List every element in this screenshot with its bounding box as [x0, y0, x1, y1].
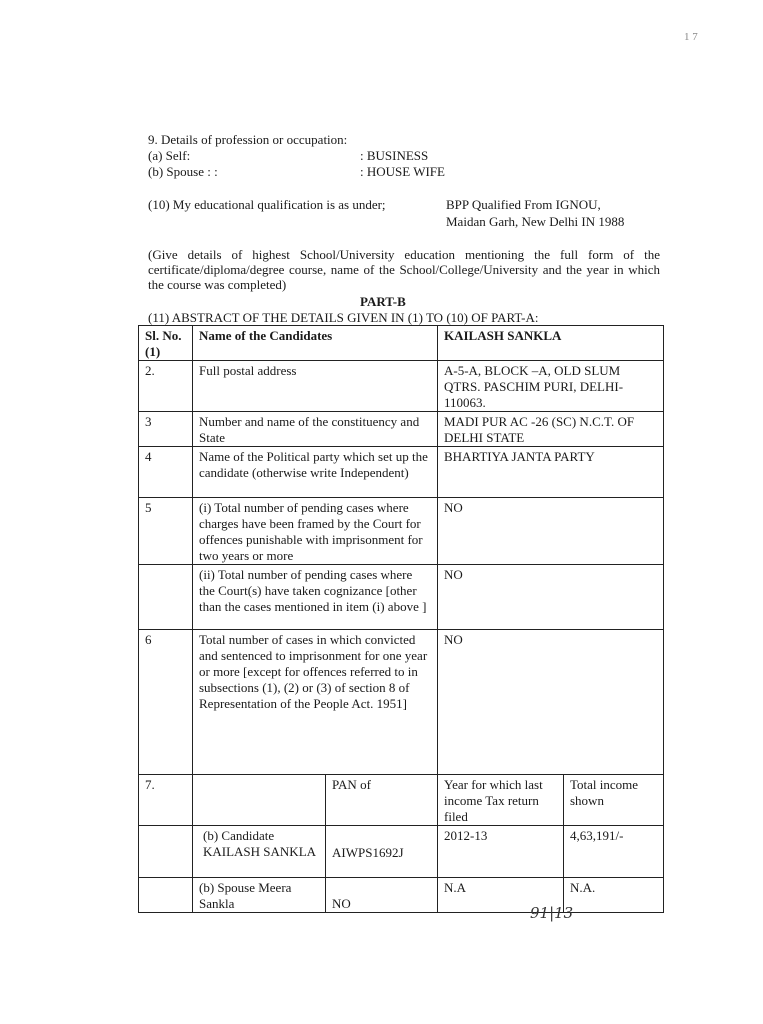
- income-row: [139, 826, 664, 878]
- row-desc: Number and name of the constituency and State: [193, 412, 438, 447]
- income-header-row: [139, 775, 664, 826]
- row-sl: [139, 565, 193, 630]
- table-row: [139, 447, 664, 498]
- row-sl: 3: [139, 412, 193, 447]
- candidate-name-value: KAILASH SANKLA: [438, 326, 664, 361]
- income-year: N.A: [438, 878, 564, 913]
- income-total: 4,63,191/-: [564, 826, 664, 878]
- income-year: 2012-13: [438, 826, 564, 878]
- row-sl: 7.: [139, 775, 193, 826]
- income-blank-sl: [139, 878, 193, 913]
- table-row: [139, 565, 664, 630]
- income-who: (b) Candidate KAILASH SANKLA: [193, 826, 326, 878]
- row-value: BHARTIYA JANTA PARTY: [438, 447, 664, 498]
- abstract-table: [138, 325, 664, 913]
- income-blank-sl: [139, 826, 193, 878]
- item9-spouse-label: (b) Spouse : :: [148, 164, 218, 179]
- row-desc: Name of the Political party which set up the candidate (otherwise write Independent): [193, 447, 438, 498]
- row-desc: (i) Total number of pending cases where charges have been framed by the Court for offences punishable with imprisonment for two years or more: [193, 498, 438, 565]
- table-row: [139, 498, 664, 565]
- item10-label: (10) My educational qualification is as under;: [148, 197, 386, 212]
- row-desc: Total number of cases in which convicted and sentenced to imprisonment for one year or more [except for offences referred to in subsections (1), (2) or (3) of section 8 of Representation of the People Act. 1951]: [193, 630, 438, 775]
- income-pan: NO: [326, 878, 438, 913]
- table-row: [139, 630, 664, 775]
- item9-heading: 9. Details of profession or occupation:: [148, 132, 348, 147]
- income-header: Total income shown: [564, 775, 664, 826]
- row-value: A-5-A, BLOCK –A, OLD SLUM QTRS. PASCHIM PURI, DELHI-110063.: [438, 361, 664, 412]
- table-row: [139, 412, 664, 447]
- row-value: NO: [438, 565, 664, 630]
- pan-header: PAN of: [326, 775, 438, 826]
- part-b-subtitle: (11) ABSTRACT OF THE DETAILS GIVEN IN (1) TO (10) OF PART-A:: [148, 310, 539, 325]
- corner-page-mark: 1 7: [684, 31, 698, 43]
- income-who: (b) Spouse Meera Sankla: [193, 878, 326, 913]
- year-header: Year for which last income Tax return filed: [438, 775, 564, 826]
- row-desc: Full postal address: [193, 361, 438, 412]
- income-pan: AIWPS1692J: [326, 826, 438, 878]
- income-total: N.A.: [564, 878, 664, 913]
- income-blank-cell: [193, 775, 326, 826]
- table-header-row: [139, 326, 664, 361]
- item9-self-value: : BUSINESS: [360, 148, 429, 163]
- candidate-name-header: Name of the Candidates: [193, 326, 438, 361]
- table-row: [139, 361, 664, 412]
- part-b-title: PART-B: [360, 294, 406, 309]
- row-sl: 2.: [139, 361, 193, 412]
- row-sl: 4: [139, 447, 193, 498]
- row-sl: 6: [139, 630, 193, 775]
- item9-spouse-value: : HOUSE WIFE: [360, 164, 445, 179]
- sl-no-header: Sl. No.(1): [139, 326, 193, 361]
- row-sl: 5: [139, 498, 193, 565]
- row-value: MADI PUR AC -26 (SC) N.C.T. OF DELHI STATE: [438, 412, 664, 447]
- row-value: NO: [438, 630, 664, 775]
- income-row: [139, 878, 664, 913]
- item10-value-line2: Maidan Garh, New Delhi IN 1988: [446, 214, 625, 229]
- row-desc: (ii) Total number of pending cases where the Court(s) have taken cognizance [other than the cases mentioned in item (i) above ]: [193, 565, 438, 630]
- item10-value-line1: BPP Qualified From IGNOU,: [446, 197, 601, 212]
- education-note: (Give details of highest School/University education mentioning the full form of the certificate/diploma/degree course, name of the School/College/University and the year in which the course was completed): [148, 247, 660, 292]
- handwritten-page-number: 91|13: [530, 904, 574, 922]
- item9-self-label: (a) Self:: [148, 148, 191, 163]
- row-value: NO: [438, 498, 664, 565]
